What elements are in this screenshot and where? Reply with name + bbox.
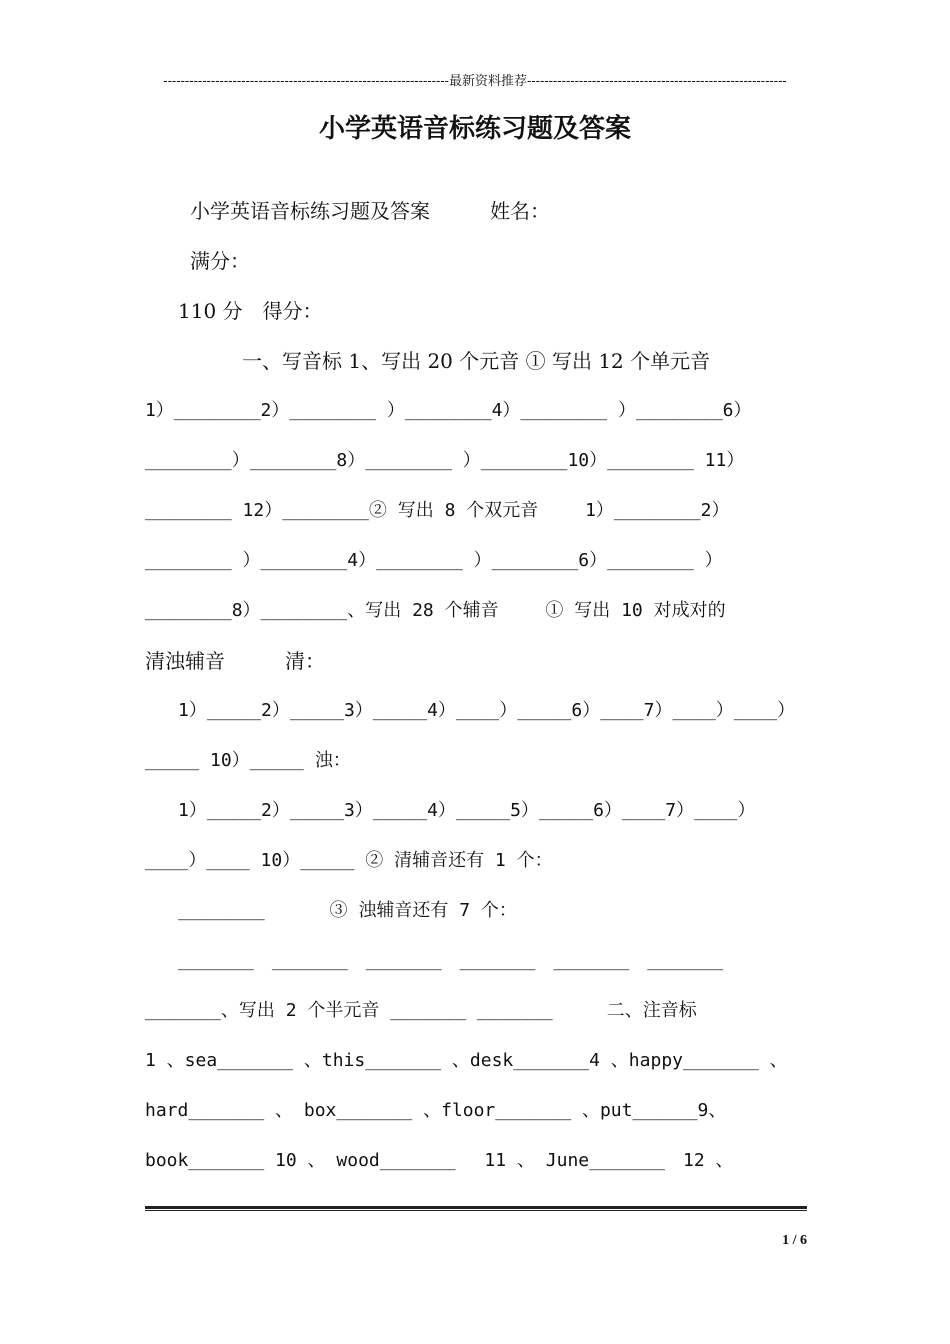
text-line: 满分： <box>190 249 250 273</box>
footer-divider <box>145 1206 807 1211</box>
text-line: 1）_____2）_____3）_____4）_____5）_____6）____7）____） <box>178 800 756 821</box>
document-title: 小学英语音标练习题及答案 <box>318 114 631 144</box>
text-line: ________ ）________4）________ ）________6）________ ） <box>145 550 723 571</box>
text-line: ____）____ 10）_____ ② 清辅音还有 1 个： <box>145 850 553 871</box>
text-line: 一、写音标 1、写出 20 个元音 ① 写出 12 个单元音 <box>242 349 711 373</box>
text-line: 1）_____2）_____3）_____4）____）_____6）____7）____）____） <box>178 700 796 721</box>
text-line: 小学英语音标练习题及答案 姓名： <box>190 199 550 223</box>
page-header: ------------------------------------------------------------------最新资料推荐------------------------------------------------------------ <box>163 73 787 88</box>
page-number: 1 / 6 <box>782 1233 807 1248</box>
text-line: _____ 10）_____ 浊： <box>145 750 351 771</box>
text-line: 1 、sea_______ 、this_______ 、desk_______4 、happy_______ 、 <box>145 1050 788 1071</box>
text-line: hard_______ 、 box_______ 、floor_______ 、put______9、 <box>145 1100 727 1121</box>
text-line: ________ ③ 浊辅音还有 7 个： <box>178 900 517 921</box>
text-line: ________ 12）________② 写出 8 个双元音 1）________2） <box>145 500 730 521</box>
text-line: 1）________2）________ ）________4）________ ）________6） <box>145 400 752 421</box>
text-line: 110 分 得分： <box>178 299 323 323</box>
text-line: 清浊辅音 清： <box>145 649 325 673</box>
text-line: book_______ 10 、 wood_______ 11 、 June_______ 12 、 <box>145 1150 734 1171</box>
text-line: _______、写出 2 个半元音 _______ _______ 二、注音标 <box>145 1000 697 1021</box>
text-line: ________8）________、写出 28 个辅音 ① 写出 10 对成对的 <box>145 600 726 621</box>
text-line: ________）________8）________ ）________10）________ 11） <box>145 450 745 471</box>
text-line: _______ _______ _______ _______ _______ _______ <box>178 950 724 971</box>
